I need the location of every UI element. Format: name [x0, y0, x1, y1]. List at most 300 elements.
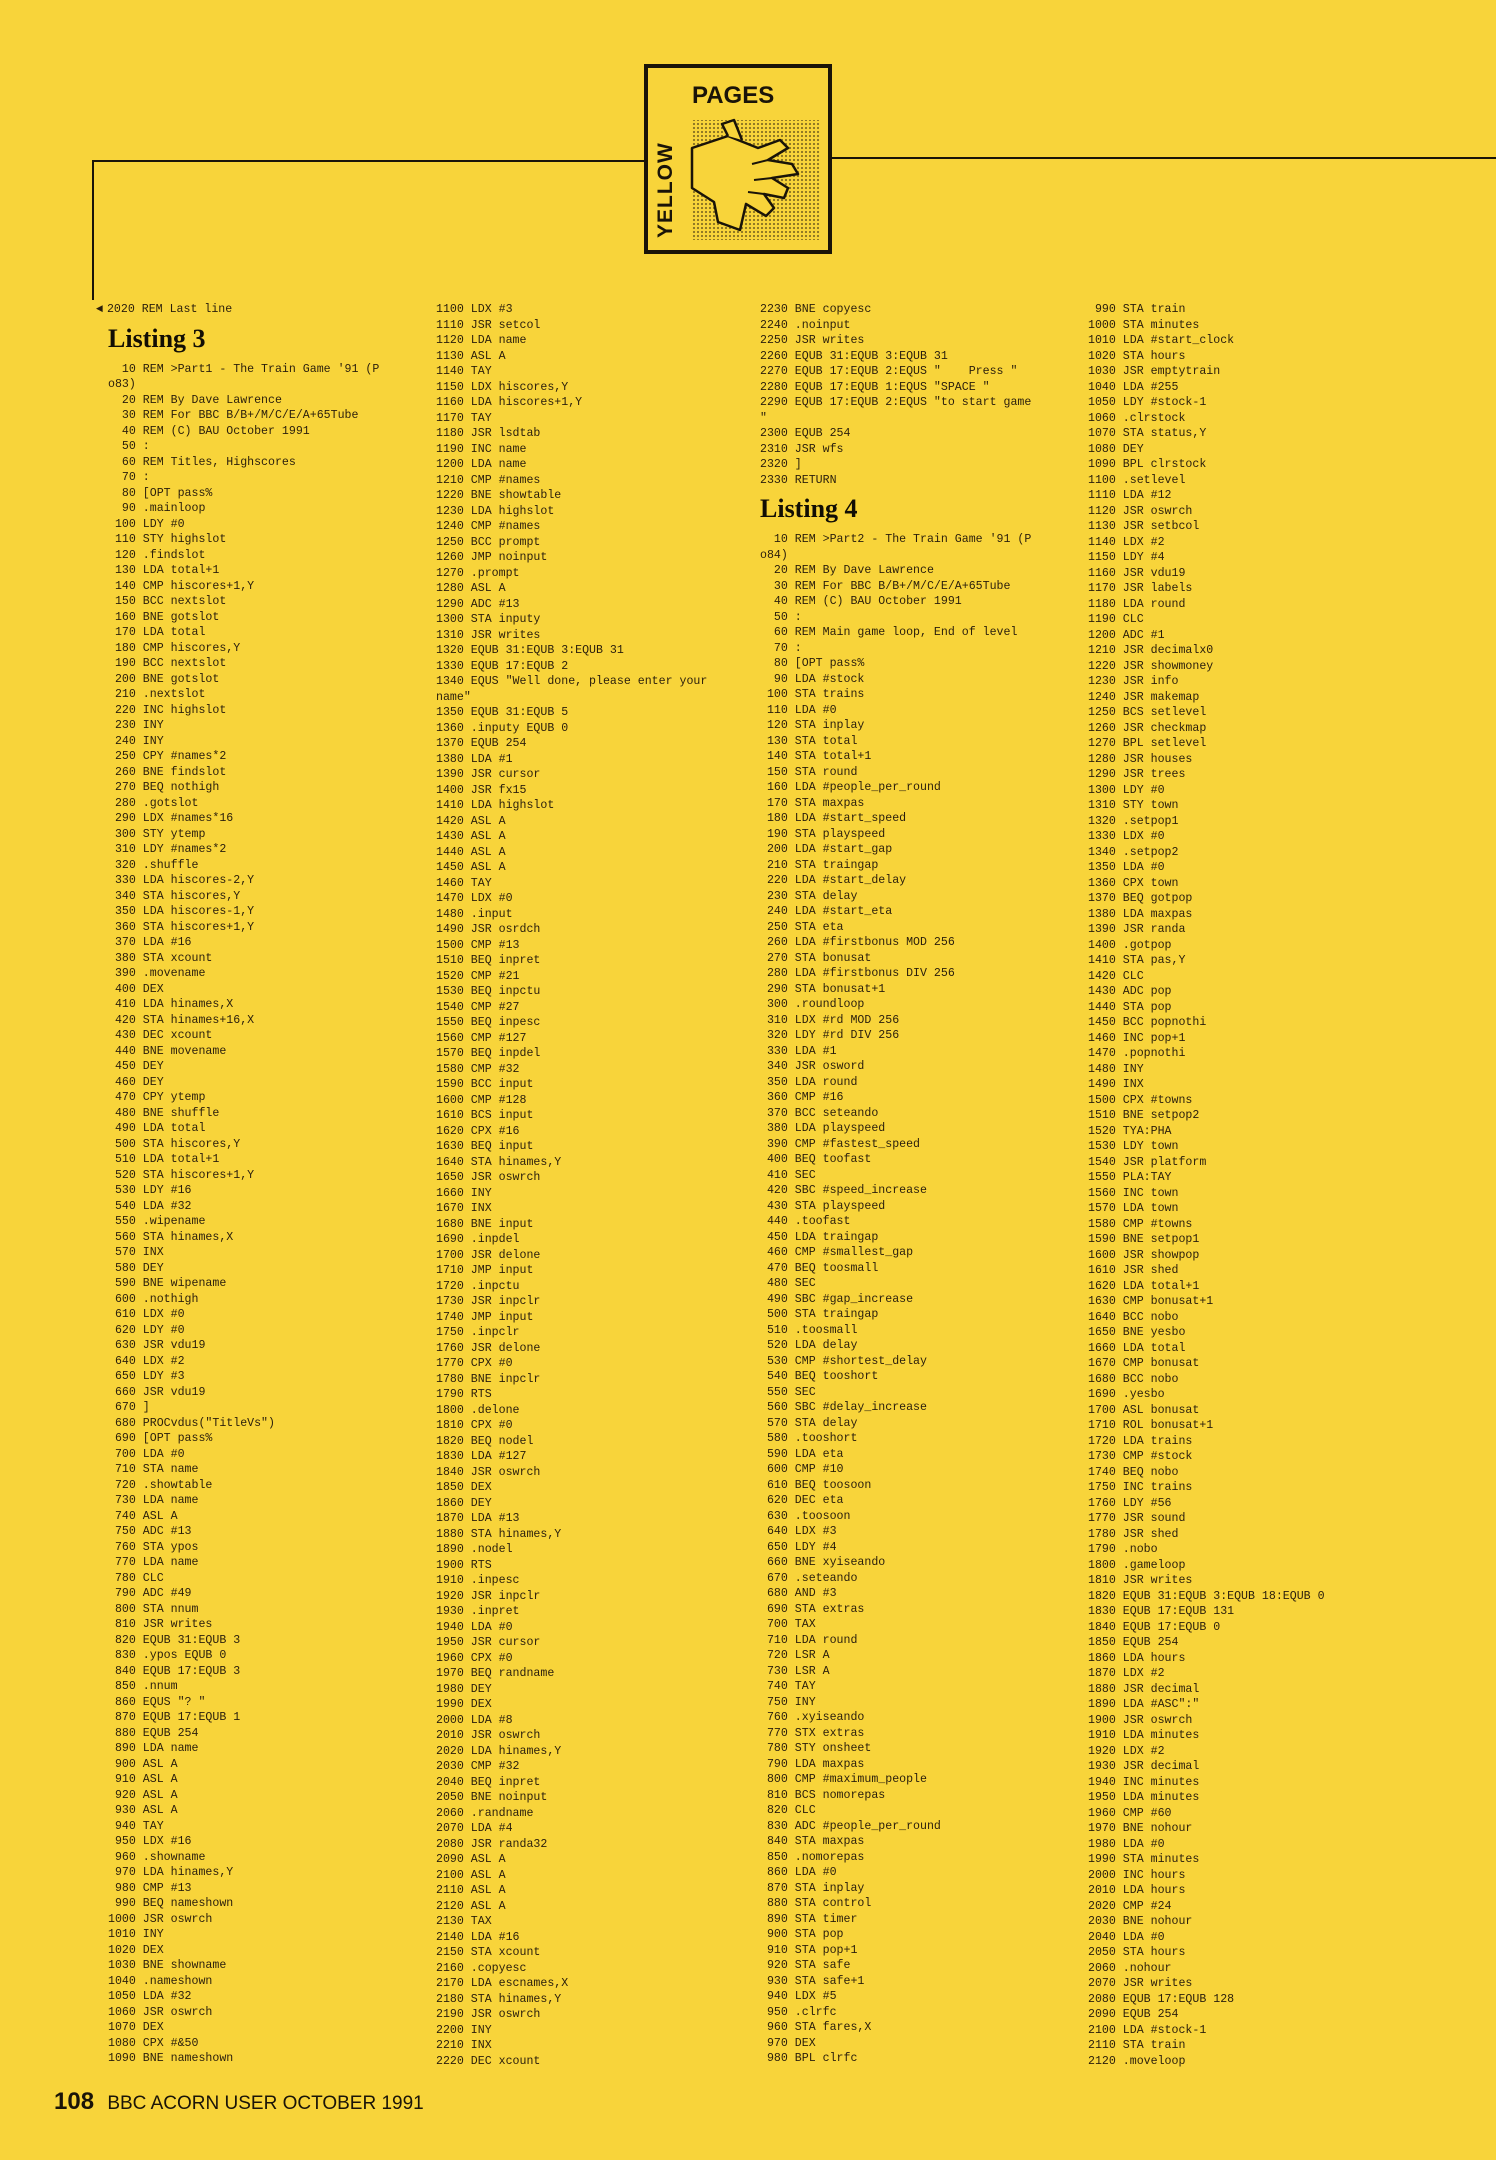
- code-line: 1970 BEQ randname: [436, 1667, 555, 1680]
- code-line: 280 LDA #firstbonus DIV 256: [760, 967, 955, 980]
- code-line: 510 LDA total+1: [108, 1153, 220, 1166]
- code-line: 2270 EQUB 17:EQUB 2:EQUS " Press ": [760, 365, 1018, 378]
- code-line: 990 STA train: [1088, 303, 1186, 316]
- code-line: 1710 JMP input: [436, 1264, 534, 1277]
- code-line: 650 LDY #3: [108, 1370, 185, 1383]
- code-line: name": [436, 690, 471, 704]
- code-line: 1490 INX: [1088, 1078, 1144, 1091]
- code-line: 1290 JSR trees: [1088, 768, 1186, 781]
- code-line: 1940 LDA #0: [436, 1620, 513, 1634]
- code-line: 1000 JSR oswrch: [108, 1912, 213, 1926]
- code-line: 1170 JSR labels: [1088, 582, 1193, 595]
- code-line: 1830 EQUB 17:EQUB 131: [1088, 1605, 1235, 1618]
- code-line: 1050 LDY #stock-1: [1088, 396, 1207, 409]
- code-line: 400 BEQ toofast: [760, 1153, 872, 1166]
- code-line: 1560 INC town: [1088, 1186, 1179, 1200]
- code-line: 260 BNE findslot: [108, 765, 227, 779]
- code-line: 1180 JSR lsdtab: [436, 427, 541, 440]
- code-line: 2140 LDA #16: [436, 1930, 520, 1944]
- code-line: 900 ASL A: [108, 1757, 178, 1771]
- code-line: 1300 STA inputy: [436, 613, 541, 626]
- code-line: 170 STA maxpas: [760, 796, 865, 810]
- code-line: 750 INY: [760, 1695, 816, 1709]
- code-line: 350 LDA hiscores-1,Y: [108, 905, 255, 918]
- code-line: 1030 JSR emptytrain: [1088, 365, 1221, 378]
- code-line: 2000 INC hours: [1088, 1868, 1186, 1882]
- code-line: 330 LDA #1: [760, 1044, 837, 1058]
- code-line: 10 REM >Part1 - The Train Game '91 (P: [108, 362, 380, 376]
- code-line: 1700 ASL bonusat: [1088, 1403, 1200, 1417]
- code-line: 20 REM By Dave Lawrence: [760, 564, 934, 577]
- code-line: 1760 LDY #56: [1088, 1496, 1172, 1510]
- code-line: 1780 BNE inpclr: [436, 1372, 541, 1386]
- code-line: 1110 LDA #12: [1088, 489, 1172, 502]
- code-line: 1860 DEY: [436, 1496, 492, 1510]
- code-line: 60 REM Main game loop, End of level: [760, 626, 1018, 639]
- code-line: 460 CMP #smallest_gap: [760, 1246, 914, 1259]
- code-line: 660 JSR vdu19: [108, 1385, 206, 1399]
- code-line: 30 REM For BBC B/B+/M/C/E/A+65Tube: [108, 409, 359, 422]
- code-line: 1920 LDX #2: [1088, 1744, 1165, 1758]
- code-line: 1400 .gotpop: [1088, 938, 1172, 952]
- code-line: 280 .gotslot: [108, 796, 199, 810]
- page-footer: [54, 2088, 424, 2116]
- code-line: 1480 INY: [1088, 1062, 1144, 1076]
- code-line: 1650 BNE yesbo: [1088, 1326, 1186, 1339]
- code-line: 1580 CMP #towns: [1088, 1217, 1193, 1231]
- code-line: 350 LDA round: [760, 1075, 858, 1089]
- code-line: 2200 INY: [436, 2023, 492, 2037]
- code-line: 1140 TAY: [436, 365, 492, 378]
- code-line: 1640 STA hinames,Y: [436, 1155, 562, 1169]
- code-line: 320 LDY #rd DIV 256: [760, 1029, 900, 1042]
- code-line: 1580 CMP #32: [436, 1062, 520, 1076]
- code-line: 10 REM >Part2 - The Train Game '91 (P: [760, 533, 1032, 546]
- code-line: 2120 ASL A: [436, 1899, 506, 1913]
- code-line: 870 STA inplay: [760, 1881, 865, 1895]
- code-line: 2150 STA xcount: [436, 1946, 541, 1959]
- code-line: 1950 LDA minutes: [1088, 1791, 1200, 1804]
- code-line: 810 BCS nomorepas: [760, 1788, 886, 1802]
- code-line: 1730 JSR inpclr: [436, 1295, 541, 1308]
- code-line: 1530 LDY town: [1088, 1140, 1179, 1153]
- code-line: 2280 EQUB 17:EQUB 1:EQUS "SPACE ": [760, 380, 990, 394]
- code-line: 680 PROCvdus("TitleVs"): [108, 1416, 275, 1430]
- code-line: 1130 ASL A: [436, 349, 506, 363]
- code-line: 1260 JSR checkmap: [1088, 721, 1207, 735]
- code-line: 1740 BEQ nobo: [1088, 1465, 1179, 1479]
- code-line: 1680 BCC nobo: [1088, 1372, 1179, 1386]
- code-line: 1650 JSR oswrch: [436, 1171, 541, 1184]
- code-line: 1610 BCS input: [436, 1109, 534, 1122]
- code-line: 1400 JSR fx15: [436, 783, 527, 797]
- code-line: 640 LDX #2: [108, 1354, 185, 1368]
- code-line: 1500 CPX #towns: [1088, 1093, 1193, 1107]
- code-line: 2050 STA hours: [1088, 1946, 1186, 1959]
- code-line: 650 LDY #4: [760, 1540, 837, 1554]
- code-line: 1430 ASL A: [436, 830, 506, 843]
- code-line: 270 BEQ nothigh: [108, 781, 220, 794]
- code-line: 1930 JSR decimal: [1088, 1760, 1200, 1773]
- code-line: 140 STA total+1: [760, 750, 872, 763]
- code-line: 1540 CMP #27: [436, 1000, 520, 1014]
- code-line: 850 .nomorepas: [760, 1850, 865, 1864]
- code-line: 560 STA hinames,X: [108, 1230, 234, 1244]
- code-line: 360 CMP #16: [760, 1091, 844, 1104]
- code-line: 830 ADC #people_per_round: [760, 1819, 941, 1833]
- code-line: 1230 LDA highslot: [436, 504, 555, 518]
- code-line: 270 STA bonusat: [760, 951, 872, 965]
- code-line: 1420 ASL A: [436, 814, 506, 828]
- code-line: 1470 LDX #0: [436, 892, 513, 905]
- code-line: 1910 LDA minutes: [1088, 1729, 1200, 1742]
- code-line: 1500 CMP #13: [436, 938, 520, 952]
- code-line: 1200 ADC #1: [1088, 628, 1165, 642]
- code-line: 220 INC highslot: [108, 703, 227, 717]
- code-line: 2320 ]: [760, 458, 802, 471]
- listing-heading: Listing 3: [108, 323, 206, 353]
- code-line: 200 LDA #start_gap: [760, 843, 893, 856]
- code-line: 1910 .inpesc: [436, 1574, 520, 1587]
- code-line: 1010 LDA #start_clock: [1088, 334, 1235, 347]
- code-line: 80 [OPT pass%: [108, 486, 213, 500]
- header-rule-right: [830, 157, 1496, 159]
- code-line: 1810 CPX #0: [436, 1419, 513, 1432]
- code-line: 560 SBC #delay_increase: [760, 1401, 927, 1414]
- code-line: 250 STA eta: [760, 920, 844, 934]
- code-line: 1880 STA hinames,Y: [436, 1527, 562, 1541]
- code-line: 1330 LDX #0: [1088, 830, 1165, 843]
- code-line: 1330 EQUB 17:EQUB 2: [436, 659, 569, 673]
- code-line: 2090 EQUB 254: [1088, 2008, 1179, 2021]
- code-line: 1930 .inpret: [436, 1605, 520, 1618]
- code-line: 820 EQUB 31:EQUB 3: [108, 1633, 241, 1647]
- code-line: 590 BNE wipename: [108, 1277, 227, 1290]
- code-line: 1040 LDA #255: [1088, 380, 1179, 394]
- code-line: 1590 BCC input: [436, 1078, 534, 1091]
- code-line: 630 .toosoon: [760, 1509, 851, 1523]
- code-line: 1430 ADC pop: [1088, 985, 1172, 998]
- code-line: 500 STA traingap: [760, 1308, 879, 1321]
- code-line: 2070 JSR writes: [1088, 1977, 1193, 1990]
- code-line: 1770 JSR sound: [1088, 1512, 1186, 1525]
- code-line: 1230 JSR info: [1088, 675, 1179, 688]
- code-line: 1970 BNE nohour: [1088, 1822, 1193, 1835]
- code-line: 1940 INC minutes: [1088, 1775, 1200, 1789]
- code-line: 1100 LDX #3: [436, 303, 513, 316]
- code-line: 1570 BEQ inpdel: [436, 1047, 541, 1060]
- code-line: 1710 ROL bonusat+1: [1088, 1419, 1214, 1432]
- code-line: 1250 BCS setlevel: [1088, 706, 1207, 719]
- code-line: 290 STA bonusat+1: [760, 982, 886, 996]
- code-line: 1480 .input: [436, 907, 513, 921]
- code-line: 1840 JSR oswrch: [436, 1465, 541, 1479]
- code-line: 2300 EQUB 254: [760, 427, 851, 440]
- code-line: 70 :: [760, 641, 802, 655]
- code-line: 440 .toofast: [760, 1215, 851, 1228]
- code-line: 1670 INX: [436, 1202, 492, 1215]
- code-line: 1160 LDA hiscores+1,Y: [436, 396, 583, 409]
- listing-column-1: [96, 302, 453, 2067]
- code-line: 410 LDA hinames,X: [108, 998, 234, 1011]
- code-line: 950 LDX #16: [108, 1835, 192, 1848]
- code-line: 1340 .setpop2: [1088, 845, 1179, 859]
- code-line: 740 ASL A: [108, 1509, 178, 1523]
- code-line: 1510 BEQ inpret: [436, 954, 541, 967]
- code-line: 230 INY: [108, 719, 164, 732]
- code-line: 2050 BNE noinput: [436, 1791, 548, 1804]
- code-line: 1900 JSR oswrch: [1088, 1713, 1193, 1727]
- code-line: 1240 CMP #names: [436, 520, 541, 533]
- code-line: 860 LDA #0: [760, 1866, 837, 1879]
- code-line: 2030 CMP #32: [436, 1760, 520, 1773]
- code-line: 480 BNE shuffle: [108, 1106, 220, 1120]
- code-line: 980 CMP #13: [108, 1881, 192, 1895]
- code-line: 510 .toosmall: [760, 1323, 858, 1337]
- code-line: 1990 STA minutes: [1088, 1853, 1200, 1866]
- code-line: 1760 JSR delone: [436, 1341, 541, 1355]
- code-line: 770 STX extras: [760, 1726, 865, 1740]
- code-line: 1750 .inpclr: [436, 1326, 520, 1339]
- code-line: 370 LDA #16: [108, 936, 192, 949]
- code-line: 60 REM Titles, Highscores: [108, 455, 296, 469]
- code-line: 1380 LDA maxpas: [1088, 907, 1193, 921]
- code-line: 1890 .nodel: [436, 1543, 513, 1556]
- code-line: 2110 ASL A: [436, 1884, 506, 1897]
- code-line: 1080 DEY: [1088, 442, 1144, 456]
- code-line: 910 ASL A: [108, 1773, 178, 1786]
- code-line: 720 .showtable: [108, 1478, 213, 1492]
- code-line: 330 LDA hiscores-2,Y: [108, 874, 255, 887]
- code-line: 240 INY: [108, 734, 164, 748]
- code-line: 1310 STY town: [1088, 799, 1179, 812]
- code-line: 1050 LDA #32: [108, 1990, 192, 2003]
- code-line: 2070 LDA #4: [436, 1822, 513, 1835]
- code-line: 1060 JSR oswrch: [108, 2005, 213, 2019]
- code-line: 690 STA extras: [760, 1602, 865, 1616]
- code-line: 2260 EQUB 31:EQUB 3:EQUB 31: [760, 349, 948, 363]
- code-line: 1100 .setlevel: [1088, 473, 1186, 487]
- code-line: 920 STA safe: [760, 1959, 851, 1972]
- code-line: 1390 JSR randa: [1088, 923, 1186, 936]
- code-line: 260 LDA #firstbonus MOD 256: [760, 936, 955, 949]
- code-line: 1380 LDA #1: [436, 752, 513, 766]
- code-line: 700 LDA #0: [108, 1447, 185, 1461]
- code-line: 230 STA delay: [760, 889, 858, 903]
- code-line: 970 DEX: [760, 2036, 816, 2050]
- code-line: 180 LDA #start_speed: [760, 812, 907, 825]
- code-line: 1820 BEQ nodel: [436, 1434, 534, 1448]
- continuation-marker: ◄: [96, 303, 103, 316]
- code-line: 2230 BNE copyesc: [760, 303, 872, 316]
- code-line: 1340 EQUS "Well done, please enter your: [436, 675, 708, 688]
- page-number: 108: [54, 2088, 95, 2115]
- code-line: 2040 LDA #0: [1088, 1930, 1165, 1944]
- code-line: 1550 PLA:TAY: [1088, 1171, 1172, 1184]
- code-line: 530 LDY #16: [108, 1184, 192, 1197]
- code-line: 760 .xyiseando: [760, 1711, 865, 1724]
- code-line: 1730 CMP #stock: [1088, 1450, 1193, 1463]
- code-line: 460 DEY: [108, 1075, 164, 1089]
- code-line: 2060 .randname: [436, 1806, 534, 1820]
- code-line: 1070 STA status,Y: [1088, 427, 1207, 440]
- code-line: 1090 BNE nameshown: [108, 2052, 234, 2065]
- code-line: 370 BCC seteando: [760, 1106, 879, 1120]
- code-line: 2170 LDA escnames,X: [436, 1977, 569, 1990]
- code-line: 880 EQUB 254: [108, 1726, 199, 1740]
- code-line: 620 DEC eta: [760, 1494, 844, 1507]
- code-line: 150 STA round: [760, 765, 858, 779]
- code-line: 540 LDA #32: [108, 1199, 192, 1213]
- code-line: 1820 EQUB 31:EQUB 3:EQUB 18:EQUB 0: [1088, 1589, 1325, 1603]
- code-line: 740 TAY: [760, 1680, 816, 1693]
- code-line: 130 LDA total+1: [108, 564, 220, 577]
- code-line: 2090 ASL A: [436, 1853, 506, 1866]
- code-line: 1740 JMP input: [436, 1310, 534, 1324]
- code-line: 1140 LDX #2: [1088, 535, 1165, 549]
- code-line: 2110 STA train: [1088, 2039, 1186, 2052]
- code-line: 780 CLC: [108, 1571, 164, 1585]
- code-line: 1990 DEX: [436, 1698, 492, 1711]
- code-line: 920 ASL A: [108, 1788, 178, 1802]
- code-line: o83): [108, 378, 136, 391]
- code-line: 950 .clrfc: [760, 2005, 837, 2019]
- code-line: 1460 INC pop+1: [1088, 1031, 1186, 1045]
- code-line: 700 TAX: [760, 1618, 816, 1631]
- code-line: 720 LSR A: [760, 1649, 830, 1662]
- code-line: 1860 LDA hours: [1088, 1651, 1186, 1665]
- code-line: 70 :: [108, 471, 150, 484]
- code-line: 1810 JSR writes: [1088, 1574, 1193, 1587]
- code-line: 340 STA hiscores,Y: [108, 889, 241, 903]
- code-line: 30 REM For BBC B/B+/M/C/E/A+65Tube: [760, 579, 1011, 593]
- code-line: 400 DEX: [108, 982, 164, 996]
- code-line: 750 ADC #13: [108, 1525, 192, 1538]
- code-line: 1830 LDA #127: [436, 1450, 527, 1463]
- code-line: 1750 INC trains: [1088, 1481, 1193, 1494]
- code-line: 2130 TAX: [436, 1915, 492, 1928]
- code-line: 1270 BPL setlevel: [1088, 737, 1207, 750]
- code-line: 890 LDA name: [108, 1742, 199, 1755]
- code-line: 940 TAY: [108, 1819, 164, 1833]
- code-line: 310 LDY #names*2: [108, 843, 227, 856]
- code-line: 1880 JSR decimal: [1088, 1682, 1200, 1696]
- code-line: 840 EQUB 17:EQUB 3: [108, 1664, 241, 1678]
- code-line: 1840 EQUB 17:EQUB 0: [1088, 1620, 1221, 1634]
- code-line: 1790 .nobo: [1088, 1543, 1158, 1556]
- code-line: 2240 .noinput: [760, 318, 851, 332]
- code-line: 790 ADC #49: [108, 1587, 192, 1600]
- code-line: 1960 CMP #60: [1088, 1806, 1172, 1820]
- code-line: 2120 .moveloop: [1088, 2054, 1186, 2068]
- code-line: 960 STA fares,X: [760, 2021, 872, 2034]
- code-line: 910 STA pop+1: [760, 1943, 858, 1957]
- code-line: 780 STY onsheet: [760, 1742, 872, 1755]
- code-line: 1320 EQUB 31:EQUB 3:EQUB 31: [436, 644, 624, 657]
- code-line: 180 CMP hiscores,Y: [108, 641, 241, 655]
- header-rule-left: [92, 160, 648, 162]
- code-line: 960 .showname: [108, 1850, 206, 1864]
- code-line: 620 LDY #0: [108, 1323, 185, 1337]
- code-line: 160 LDA #people_per_round: [760, 781, 941, 794]
- code-line: 1600 JSR showpop: [1088, 1248, 1200, 1262]
- code-line: 420 SBC #speed_increase: [760, 1184, 927, 1197]
- code-line: 1950 JSR cursor: [436, 1636, 541, 1649]
- code-line: 570 INX: [108, 1246, 164, 1259]
- code-line: 2160 .copyesc: [436, 1961, 527, 1975]
- logo-yellow-text: YELLOW: [654, 142, 677, 238]
- code-line: 2220 DEC xcount: [436, 2054, 541, 2068]
- code-line: 970 LDA hinames,Y: [108, 1866, 234, 1879]
- code-line: 1530 BEQ inpctu: [436, 985, 541, 998]
- code-line: 790 LDA maxpas: [760, 1757, 865, 1771]
- code-line: 1690 .inpdel: [436, 1233, 520, 1246]
- code-line: 1090 BPL clrstock: [1088, 458, 1207, 471]
- code-line: 20 REM By Dave Lawrence: [108, 393, 282, 407]
- code-line: 130 STA total: [760, 734, 858, 748]
- code-line: 80 [OPT pass%: [760, 657, 865, 670]
- code-line: 990 BEQ nameshown: [108, 1897, 234, 1910]
- code-line: 1440 STA pop: [1088, 1000, 1172, 1014]
- code-line: 1720 LDA trains: [1088, 1434, 1193, 1448]
- code-line: 610 LDX #0: [108, 1308, 185, 1321]
- code-line: 830 .ypos EQUB 0: [108, 1649, 227, 1662]
- code-line: 300 STY ytemp: [108, 827, 206, 841]
- code-line: 1560 CMP #127: [436, 1031, 527, 1045]
- code-line: 1270 .prompt: [436, 566, 520, 580]
- code-line: 730 LDA name: [108, 1494, 199, 1507]
- code-line: 1630 CMP bonusat+1: [1088, 1295, 1214, 1308]
- code-line: 490 LDA total: [108, 1122, 206, 1135]
- code-line: ": [760, 411, 767, 425]
- code-line: 2080 EQUB 17:EQUB 128: [1088, 1992, 1235, 2006]
- listing-column-4: [1088, 302, 1433, 2069]
- code-line: 100 STA trains: [760, 688, 865, 701]
- code-line: 930 ASL A: [108, 1804, 178, 1817]
- code-line: 1590 BNE setpop1: [1088, 1233, 1200, 1246]
- code-line: 1640 BCC nobo: [1088, 1310, 1179, 1324]
- code-line: 310 LDX #rd MOD 256: [760, 1013, 900, 1027]
- code-line: 1170 TAY: [436, 411, 492, 425]
- code-line: 2180 STA hinames,Y: [436, 1992, 562, 2006]
- code-line: 890 STA timer: [760, 1912, 858, 1926]
- code-line: 540 BEQ tooshort: [760, 1370, 879, 1383]
- code-line: 1320 .setpop1: [1088, 814, 1179, 828]
- code-line: 50 :: [760, 610, 802, 624]
- code-line: o84): [760, 548, 788, 562]
- code-line: 1020 DEX: [108, 1943, 164, 1957]
- code-line: 1130 JSR setbcol: [1088, 520, 1200, 533]
- code-line: 250 CPY #names*2: [108, 750, 227, 763]
- code-line: ◄ 2020 REM Last line: [96, 303, 233, 316]
- code-line: 1190 CLC: [1088, 613, 1144, 626]
- code-line: 2100 ASL A: [436, 1868, 506, 1882]
- code-line: 800 CMP #maximum_people: [760, 1773, 927, 1786]
- code-line: 1020 STA hours: [1088, 349, 1186, 363]
- code-line: 1600 CMP #128: [436, 1093, 527, 1107]
- code-line: 1850 EQUB 254: [1088, 1636, 1179, 1649]
- yellow-pages-logo: [644, 64, 832, 254]
- code-line: 850 .nnum: [108, 1680, 178, 1693]
- code-line: 1870 LDA #13: [436, 1512, 520, 1525]
- code-line: 900 STA pop: [760, 1928, 844, 1941]
- code-line: 840 STA maxpas: [760, 1835, 865, 1848]
- code-line: 2210 INX: [436, 2039, 492, 2052]
- code-line: 1720 .inpctu: [436, 1279, 520, 1293]
- code-line: 580 DEY: [108, 1261, 164, 1275]
- code-line: 2030 BNE nohour: [1088, 1915, 1193, 1928]
- code-line: 2290 EQUB 17:EQUB 2:EQUS "to start game: [760, 396, 1032, 409]
